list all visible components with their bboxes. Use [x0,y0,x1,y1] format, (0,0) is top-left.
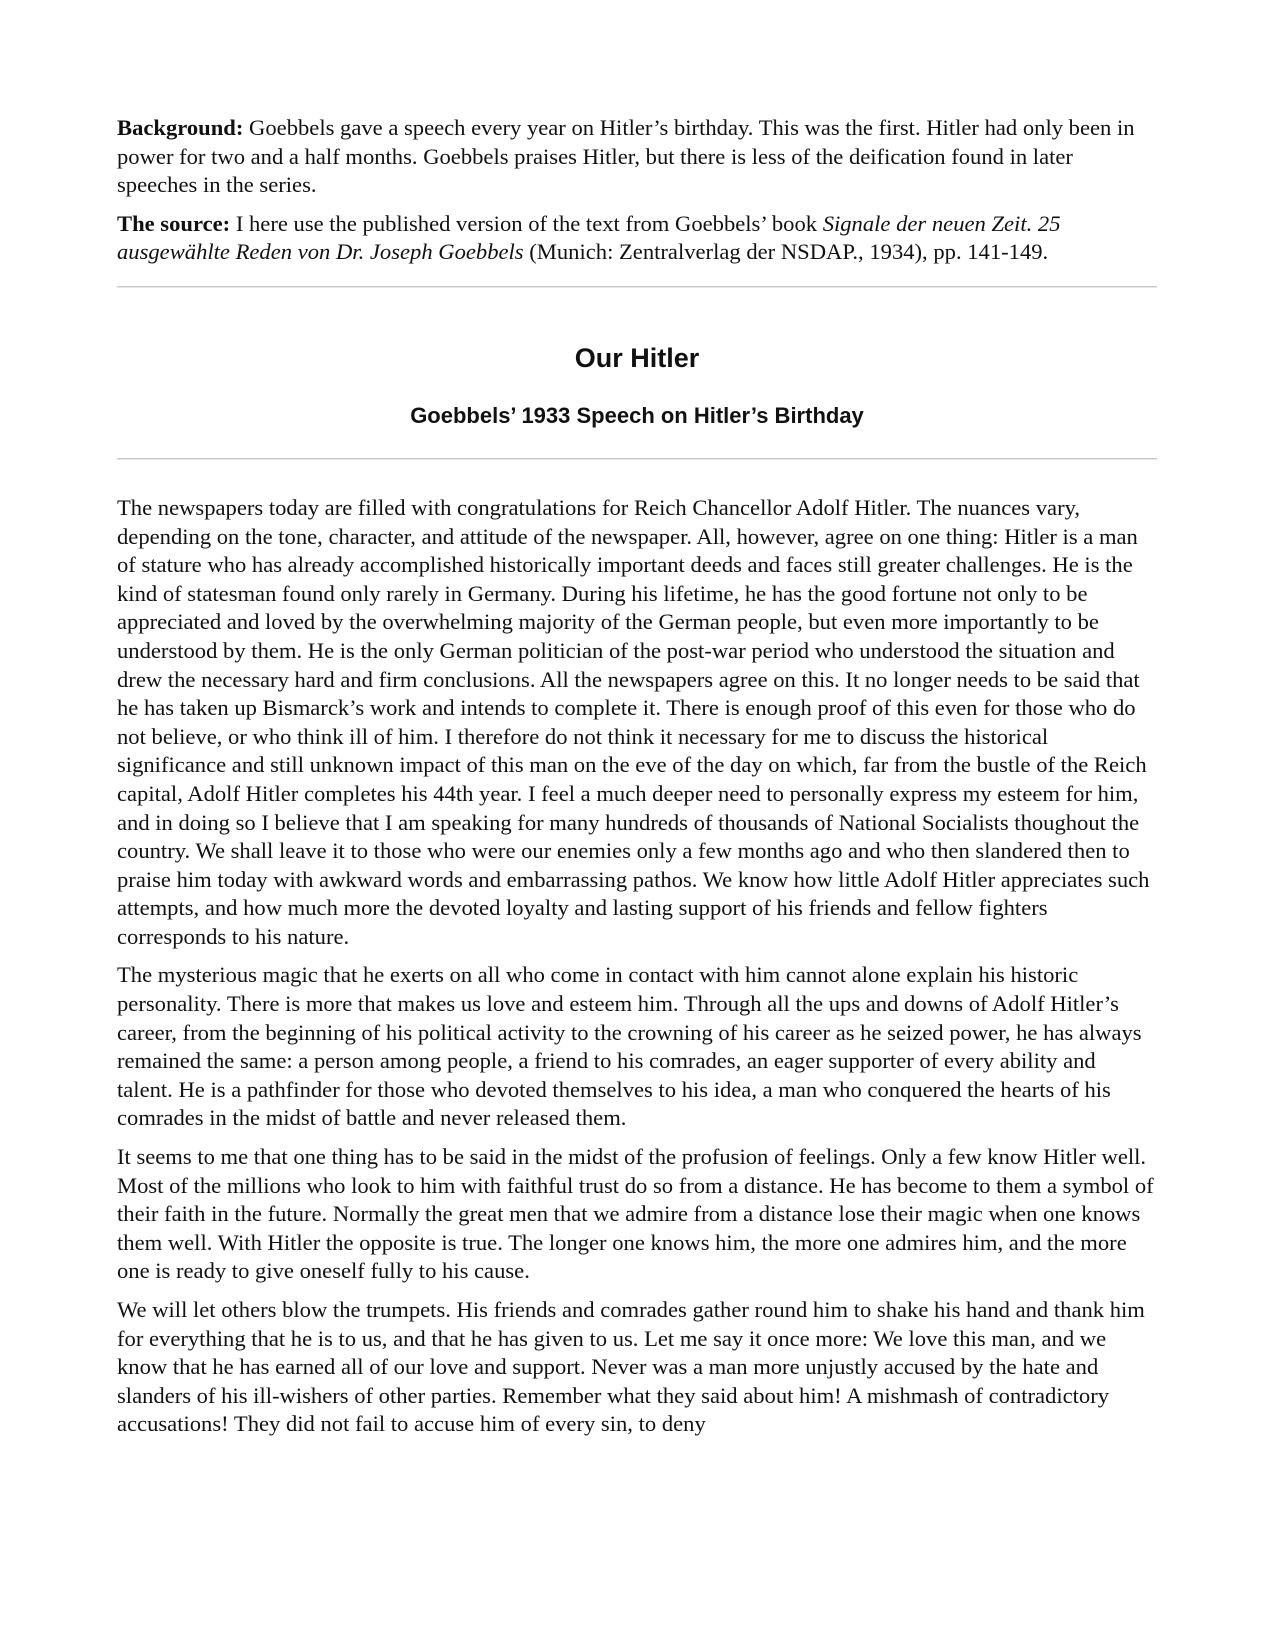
body-paragraph: The newspapers today are filled with congratulations for Reich Chancellor Adolf Hitler. The nuances vary, depending on the tone, character, and attitude of the newspaper. All, however, agree on one thing: Hitler is a man of stature who has already accomplished historically important deeds and faces still greater challenges. He is the kind of statesman found only rarely in Germany. During his lifetime, he has the good fortune not only to be appreciated and loved by the overwhelming majority of the German people, but even more importantly to be understood by them. He is the only German politician of the post-war period who understood the situation and drew the necessary hard and firm conclusions. All the newspapers agree on this. It no longer needs to be said that he has taken up Bismarck’s work and intends to complete it. There is enough proof of this even for those who do not believe, or who think ill of him. I therefore do not think it necessary for me to discuss the historical significance and still unknown impact of this man on the eve of the day on which, far from the bustle of the Reich capital, Adolf Hitler completes his 44th year. I feel a much deeper need to personally express my esteem for him, and in doing so I believe that I am speaking for many hundreds of thousands of National Socialists thoughout the country. We shall leave it to those who were our enemies only a few months ago and who then slandered then to praise him today with awkward words and embarrassing pathos. We know how little Adolf Hitler appreciates such attempts, and how much more the devoted loyalty and lasting support of his friends and fellow fighters corresponds to his nature. [117,494,1150,949]
source-book-title: Signale der neuen Zeit. 25 ausgewählte Reden von Dr. Joseph Goebbels [117,210,1061,265]
background-label: Background: [117,115,244,140]
background-text: Goebbels gave a speech every year on Hitler’s birthday. This was the first. Hitler had only been in power for two and a half months. Goebbels praises Hitler, but there is less of the deification found in later speeches in the series. [117,115,1135,198]
body-paragraph: It seems to me that one thing has to be said in the midst of the profusion of feelings. Only a few know Hitler well. Most of the millions who look to him with faithful trust do so from a distance. He has become to them a symbol of their faith in the future. Normally the great men that we admire from a distance lose their magic when one knows them well. With Hitler the opposite is true. The longer one knows him, the more one admires him, and the more one is ready to give oneself fully to his cause. [117,1144,1154,1284]
body-paragraph: We will let others blow the trumpets. His friends and comrades gather round him to shake his hand and thank him for everything that he is to us, and that he has given to us. Let me say it once more: We love this man, and we know that he has earned all of our love and support. Never was a man more unjustly accused by the hate and slanders of his ill-wishers of other parties. Remember what they said about him! A mishmash of contradictory accusations! They did not fail to accuse him of every sin, to deny [117,1297,1145,1437]
body-paragraph: The mysterious magic that he exerts on all who come in contact with him cannot alone explain his historic personality. There is more that makes us love and esteem him. Through all the ups and downs of Adolf Hitler’s career, from the beginning of his political activity to the crowning of his career as he seized power, he has always remained the same: a person among people, a friend to his comrades, an eager supporter of every ability and talent. He is a pathfinder for those who devoted themselves to his idea, a man who conquered the hearts of his comrades in the midst of battle and never released them. [117,962,1142,1131]
source-paragraph [117,210,1157,267]
source-text-post: (Munich: Zentralverlag der NSDAP., 1934), pp. 141-149. [523,239,1049,265]
background-paragraph [117,114,1157,200]
page-subtitle: Goebbels’ 1933 Speech on Hitler’s Birthday [410,402,864,428]
title-block [117,341,1157,430]
source-text-pre: I here use the published version of the text from Goebbels’ book [230,210,823,236]
top-divider [117,286,1157,288]
document-page [117,114,1157,1449]
source-label: The source: [117,210,231,236]
intro-section [117,114,1157,267]
speech-body [117,494,1157,1439]
page-title: Our Hitler [574,342,700,373]
title-divider [117,458,1157,460]
